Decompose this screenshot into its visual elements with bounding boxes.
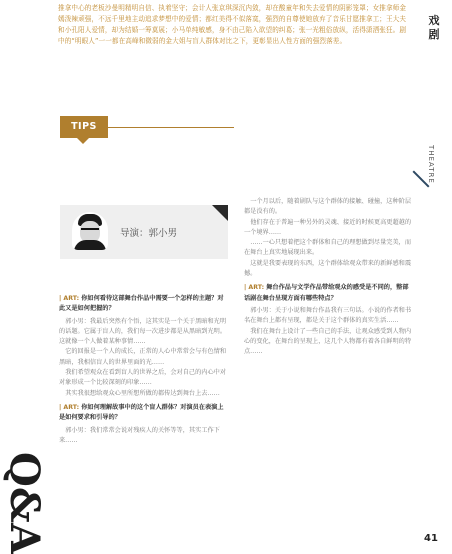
section-label-theatre: THEATRE: [427, 145, 435, 184]
answer-paragraph: 它的回报是一个人的成长，正常的人心中常常会与有色情和黑暗，我相信盲人的世界里面的光……: [59, 348, 227, 366]
qa-heading: Q&A: [1, 452, 48, 554]
answer-paragraph: 我们希望观众在看到盲人的世界之后，会对自己的内心中对对象形成一个比较深刻的印象……: [59, 369, 227, 387]
author-portrait: [72, 212, 108, 250]
author-card: [60, 205, 228, 259]
question-text: 你如何理解故事中的这个盲人群体？对演员在表演上是如何要求和引导的？: [59, 403, 224, 422]
question-mark-label: | ART:: [244, 284, 265, 292]
question-mark-label: | ART:: [59, 403, 80, 411]
question-2: [59, 403, 227, 424]
answer-paragraph: 这就是我要表现的东西，这个群体给观众带来的新鲜感和震撼。: [244, 259, 412, 278]
answer-paragraph: ……一心只想着把这个群体和自己的理想做到尽量完美，而在舞台上真实地展现出来。: [244, 239, 412, 257]
answer-paragraph: 其实我很想给观众心里所想所做的都传达到舞台上去……: [65, 389, 220, 397]
page-number: 41: [424, 533, 438, 544]
answer-paragraph: 他们存在于普遍一种另外的灵魂、接近的时候更高更超越的一个境界……: [244, 218, 412, 236]
question-mark-label: | ART:: [59, 295, 80, 302]
corner-triangle: [212, 205, 228, 221]
answer-paragraph: 一个月以后，随着剧队与这个群体的接触、碰撞，这种阶层都是没有的。: [244, 198, 412, 216]
answer-paragraph: 郭小男：关于小说和舞台作品我有三句话。小说的作者和书名在舞台上都有呈现，都是关于这个群体的真实生活……: [244, 306, 412, 325]
question-text: 你如何看待这部舞台作品中需要一个怎样的主题？对此又是如何把握的？: [59, 295, 224, 313]
answer-paragraph: 我们在舞台上设计了一些自己的手法，让观众感受到人物内心的变化，在舞台的呈现上，这几个人物都有着各自鲜明的特点……: [244, 327, 412, 356]
portrait-body: [74, 240, 106, 250]
question-text: 舞台作品与文学作品带给观众的感受是不同的，整部话剧在舞台呈现方面有哪些特点？: [244, 284, 409, 302]
tips-arrow-icon: [77, 138, 89, 144]
left-column: [59, 290, 227, 446]
question-3: [244, 283, 414, 304]
portrait-glasses: [81, 228, 99, 234]
tips-header: [40, 108, 240, 148]
question-1: [59, 294, 227, 315]
intro-paragraph: 推拿中心的老板沙曼明精明自信、执着坚守；会计人张京琪深沉内敛，却在酸童年和失去爱情的阴影笼罩；女推拿师金嫣泼辣顽强，不远千里地主动追求梦想中的爱情；都红美得不似落寞，强烈的自尊使她放弃了音乐甘愿推拿工；王大夫和小孔阳人爱情，却为结婚一筹莫展；小马单纯敏感，身不由己陷入欲望的纠葛；张一光粗俗放纵，活得潇洒张狂。剧中的“明眼人”一一都在高峰和微弱的金大姐与盲人群体对比之下，更彰显出人性方面的强烈落差。: [58, 4, 407, 45]
tips-divider: [108, 127, 234, 128]
answer-paragraph: 郭小男：我最后突然有个悟，这其实是一个关于黑暗和光明的话题。它属于盲人的，我们每一次进步都是从黑暗到光明。这就像一个人做着某种事情……: [59, 317, 227, 346]
right-column: [244, 197, 414, 357]
section-title-vertical: 戏剧: [428, 14, 440, 41]
author-credit: 导演：郭小男: [120, 228, 178, 239]
answer-paragraph: 郭小男：我们常常会说对残疾人的关怀等等，其实工作下来……: [59, 426, 220, 444]
tips-label: TIPS: [60, 116, 108, 138]
